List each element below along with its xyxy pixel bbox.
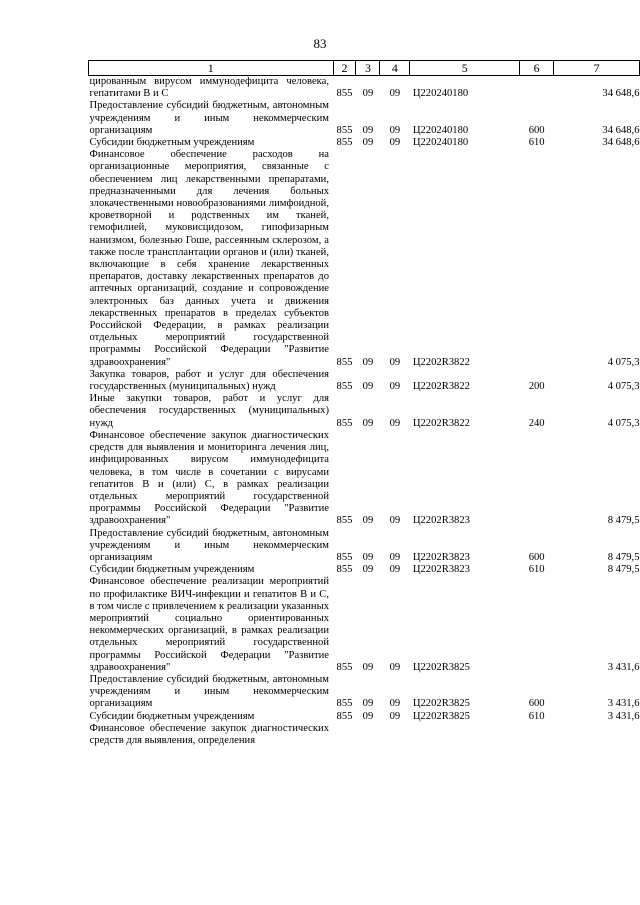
table-row — [89, 149, 640, 369]
column-header: 5 — [410, 61, 520, 76]
code-expense-type — [520, 430, 554, 528]
code-expense-type — [520, 149, 554, 369]
code-target-article: Ц2202R3822 — [412, 356, 470, 368]
amount: 8 479,5 — [607, 564, 640, 576]
column-header: 3 — [356, 61, 380, 76]
code-ministry: 855 — [336, 417, 353, 429]
table-row — [89, 369, 640, 393]
code-subsection: 09 — [389, 698, 401, 710]
table-row — [89, 393, 640, 430]
row-description: Предоставление субсидий бюджетным, автономным учреждениям и иным некоммерческим организациям — [89, 100, 329, 136]
code-section: 09 — [362, 356, 374, 368]
row-description: Иные закупки товаров, работ и услуг для обеспечения государственных (муниципальных) нужд — [89, 393, 329, 429]
table-row — [89, 576, 640, 674]
code-ministry: 855 — [336, 88, 353, 100]
code-ministry: 855 — [336, 124, 353, 136]
code-target-article — [410, 723, 520, 747]
row-description: Предоставление субсидий бюджетным, автономным учреждениям и иным некоммерческим организациям — [89, 673, 329, 710]
code-subsection: 09 — [389, 88, 401, 100]
code-section: 09 — [362, 564, 374, 576]
code-subsection: 09 — [389, 564, 401, 576]
code-subsection: 09 — [389, 356, 401, 368]
code-target-article: Ц220240180 — [412, 137, 469, 149]
code-ministry: 855 — [336, 356, 353, 368]
row-description: цированным вирусом иммунодефицита человека, гепатитами В и С — [89, 76, 329, 100]
code-target-article: Ц2202R3823 — [412, 564, 470, 576]
code-subsection: 09 — [389, 381, 401, 393]
code-target-article: Ц2202R3825 — [412, 698, 470, 710]
code-section: 09 — [362, 515, 374, 527]
code-section — [356, 723, 380, 747]
code-target-article: Ц2202R3823 — [412, 515, 470, 527]
amount — [554, 723, 640, 747]
page-number: 83 — [313, 36, 327, 51]
code-expense-type — [520, 723, 554, 747]
table-row — [89, 76, 640, 101]
code-section: 09 — [362, 88, 374, 100]
table-header-row — [89, 61, 640, 76]
table-row — [89, 528, 640, 565]
column-header: 4 — [380, 61, 410, 76]
amount: 4 075,3 — [607, 381, 640, 393]
amount: 34 648,6 — [602, 124, 640, 136]
code-subsection — [380, 723, 410, 747]
code-ministry: 855 — [336, 381, 353, 393]
code-subsection: 09 — [389, 710, 401, 722]
amount: 3 431,6 — [607, 710, 640, 722]
table-body — [89, 76, 640, 748]
column-header: 7 — [554, 61, 640, 76]
amount: 4 075,3 — [607, 356, 640, 368]
code-ministry: 855 — [336, 515, 353, 527]
code-subsection: 09 — [389, 137, 401, 149]
table-row — [89, 711, 640, 723]
amount: 4 075,3 — [607, 417, 640, 429]
amount: 34 648,6 — [602, 137, 640, 149]
code-section: 09 — [362, 710, 374, 722]
amount: 3 431,6 — [607, 661, 640, 673]
code-target-article: Ц220240180 — [412, 88, 469, 100]
table-row — [89, 723, 640, 747]
table-row — [89, 137, 640, 149]
code-expense-type: 600 — [528, 124, 545, 136]
code-subsection: 09 — [389, 124, 401, 136]
code-subsection: 09 — [389, 661, 401, 673]
budget-table — [88, 60, 640, 747]
row-description: Финансовое обеспечение расходов на организационные мероприятия, связанные с обеспечением лиц лекарственными препаратами, предназначенными для лечения больных злокачественными новообразованиями лимфоидной, кроветворной и родственных им тканей, гемофилией, муковисцидозом, гипофизарным нанизмом, болезнью Гоше, рассеянным склерозом, а также после трансплантации органов и (или) тканей, включающие в себя хранение лекарственных препаратов, доставку лекарственных препаратов до аптечных организаций, создание и сопровождение электронных баз данных учета и движения лекарственных препаратов в пределах субъектов Российской Федерации, в рамках реализации отдельных мероприятий государственной программы Российской Федерации "Развитие здравоохранения" — [89, 149, 329, 368]
code-target-article: Ц2202R3825 — [412, 661, 470, 673]
code-section: 09 — [362, 124, 374, 136]
row-description: Предоставление субсидий бюджетным, автономным учреждениям и иным некоммерческим организациям — [89, 527, 329, 563]
amount: 8 479,5 — [607, 551, 640, 563]
code-section: 09 — [362, 551, 374, 563]
code-subsection: 09 — [389, 551, 401, 563]
row-description: Финансовое обеспечение закупок диагностических средств для выявления и мониторинга лечения лиц, инфицированных вирусом иммунодефицита человека, в том числе в сочетании с вирусами гепатитов В и (или) С, в рамках реализации отдельных мероприятий государственной программы Российской Федерации "Развитие здравоохранения" — [89, 429, 329, 527]
code-expense-type: 600 — [528, 551, 545, 563]
code-expense-type — [520, 76, 554, 101]
code-ministry: 855 — [336, 698, 353, 710]
code-ministry — [333, 723, 356, 747]
code-expense-type: 600 — [528, 698, 545, 710]
table-row — [89, 100, 640, 137]
code-ministry: 855 — [336, 137, 353, 149]
code-expense-type: 240 — [528, 417, 545, 429]
code-expense-type: 610 — [528, 137, 545, 149]
code-target-article: Ц220240180 — [412, 124, 469, 136]
code-section: 09 — [362, 137, 374, 149]
row-description: Субсидии бюджетным учреждениям — [89, 564, 255, 576]
code-target-article: Ц2202R3822 — [412, 417, 470, 429]
code-section: 09 — [362, 381, 374, 393]
row-description: Финансовое обеспечение закупок диагностических средств для выявления, определения — [89, 722, 329, 746]
code-target-article: Ц2202R3825 — [412, 710, 470, 722]
row-description: Финансовое обеспечение реализации мероприятий по профилактике ВИЧ-инфекции и гепатитов В и С, в том числе с привлечением к реализации указанных мероприятий социально ориентированных некоммерческих организаций, в рамках реализации отдельных мероприятий государственной программы Российской Федерации "Развитие здравоохранения" — [89, 576, 329, 673]
code-subsection: 09 — [389, 515, 401, 527]
column-header: 1 — [89, 61, 334, 76]
table-row — [89, 430, 640, 528]
row-description: Закупка товаров, работ и услуг для обеспечения государственных (муниципальных) нужд — [89, 368, 329, 393]
code-ministry: 855 — [336, 710, 353, 722]
code-ministry: 855 — [336, 661, 353, 673]
code-subsection: 09 — [389, 417, 401, 429]
table-row — [89, 564, 640, 576]
row-description: Субсидии бюджетным учреждениям — [89, 710, 255, 722]
table-row — [89, 674, 640, 711]
code-target-article: Ц2202R3822 — [412, 381, 470, 393]
code-target-article: Ц2202R3823 — [412, 551, 470, 563]
code-section: 09 — [362, 698, 374, 710]
code-expense-type: 610 — [528, 710, 545, 722]
code-ministry: 855 — [336, 564, 353, 576]
amount: 8 479,5 — [607, 515, 640, 527]
code-expense-type: 610 — [528, 564, 545, 576]
code-section: 09 — [362, 661, 374, 673]
column-header: 6 — [520, 61, 554, 76]
code-section: 09 — [362, 417, 374, 429]
row-description: Субсидии бюджетным учреждениям — [89, 137, 255, 149]
column-header: 2 — [333, 61, 356, 76]
code-expense-type — [520, 576, 554, 674]
code-ministry: 855 — [336, 551, 353, 563]
amount: 3 431,6 — [607, 698, 640, 710]
code-expense-type: 200 — [528, 381, 545, 393]
amount: 34 648,6 — [602, 88, 640, 100]
